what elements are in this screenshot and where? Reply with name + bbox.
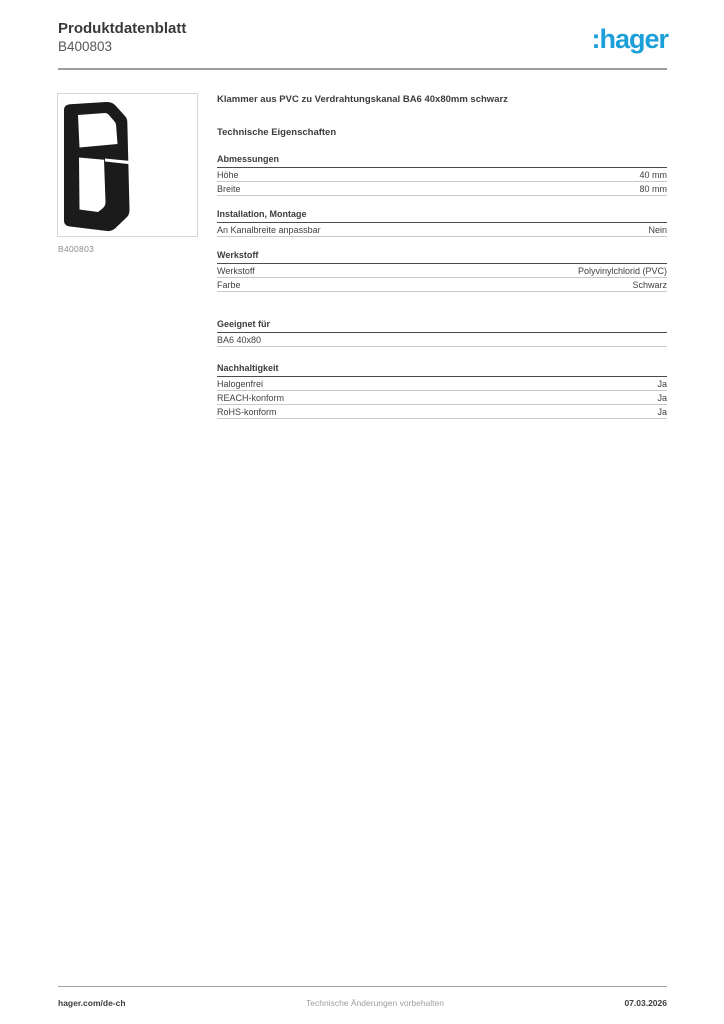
section-heading: Installation, Montage: [217, 209, 667, 223]
table-row: [217, 391, 667, 405]
product-title: Klammer aus PVC zu Verdrahtungskanal BA6 40x80mm schwarz: [217, 94, 508, 105]
spec-label: An Kanalbreite anpassbar: [217, 224, 321, 235]
product-details: [217, 94, 667, 419]
spec-value: Ja: [657, 378, 667, 389]
table-row: [217, 182, 667, 196]
footer-date: 07.03.2026: [624, 998, 667, 1008]
spec-label: Halogenfrei: [217, 378, 264, 389]
section-heading: Nachhaltigkeit: [217, 363, 667, 377]
section-heading: Geeignet für: [217, 319, 667, 333]
header: [58, 20, 186, 55]
spec-label: REACH-konform: [217, 392, 285, 403]
section-installation: [217, 209, 667, 237]
spec-label: Breite: [217, 183, 241, 194]
spec-value: Nein: [648, 224, 667, 235]
table-row: [217, 223, 667, 237]
spec-label: Werkstoff: [217, 265, 255, 276]
section-werkstoff: [217, 250, 667, 292]
footer: [58, 998, 667, 1008]
table-row: [217, 377, 667, 391]
spec-label: BA6 40x80: [217, 334, 262, 345]
section-geeignet-fuer: [217, 319, 667, 347]
footer-divider: [58, 986, 667, 987]
spec-value: Ja: [657, 406, 667, 417]
spec-value: Ja: [657, 392, 667, 403]
spec-value: 80 mm: [639, 183, 667, 194]
table-row: [217, 333, 667, 347]
section-nachhaltigkeit: [217, 363, 667, 419]
table-row: [217, 405, 667, 419]
spec-label: Höhe: [217, 169, 239, 180]
product-image: [57, 93, 198, 237]
page-title: Produktdatenblatt: [58, 20, 187, 37]
spec-value: Schwarz: [632, 279, 667, 290]
footer-website: hager.com/de-ch: [58, 998, 126, 1008]
spec-label: Farbe: [217, 279, 241, 290]
table-row: [217, 278, 667, 292]
header-divider: [58, 68, 667, 70]
product-id: B400803: [58, 39, 113, 54]
table-row: [217, 168, 667, 182]
clamp-illustration: [58, 94, 197, 236]
table-row: [217, 264, 667, 278]
product-image-caption: B400803: [58, 244, 95, 254]
section-heading: Abmessungen: [217, 154, 667, 168]
spec-label: RoHS-konform: [217, 406, 277, 417]
section-abmessungen: [217, 154, 667, 196]
spec-value: Polyvinylchlorid (PVC): [577, 265, 667, 276]
footer-disclaimer: Technische Änderungen vorbehalten: [306, 998, 444, 1008]
tech-properties-heading: Technische Eigenschaften: [217, 127, 337, 138]
spec-value: 40 mm: [639, 169, 667, 180]
hager-logo: :hager: [591, 24, 668, 54]
section-heading: Werkstoff: [217, 250, 667, 264]
